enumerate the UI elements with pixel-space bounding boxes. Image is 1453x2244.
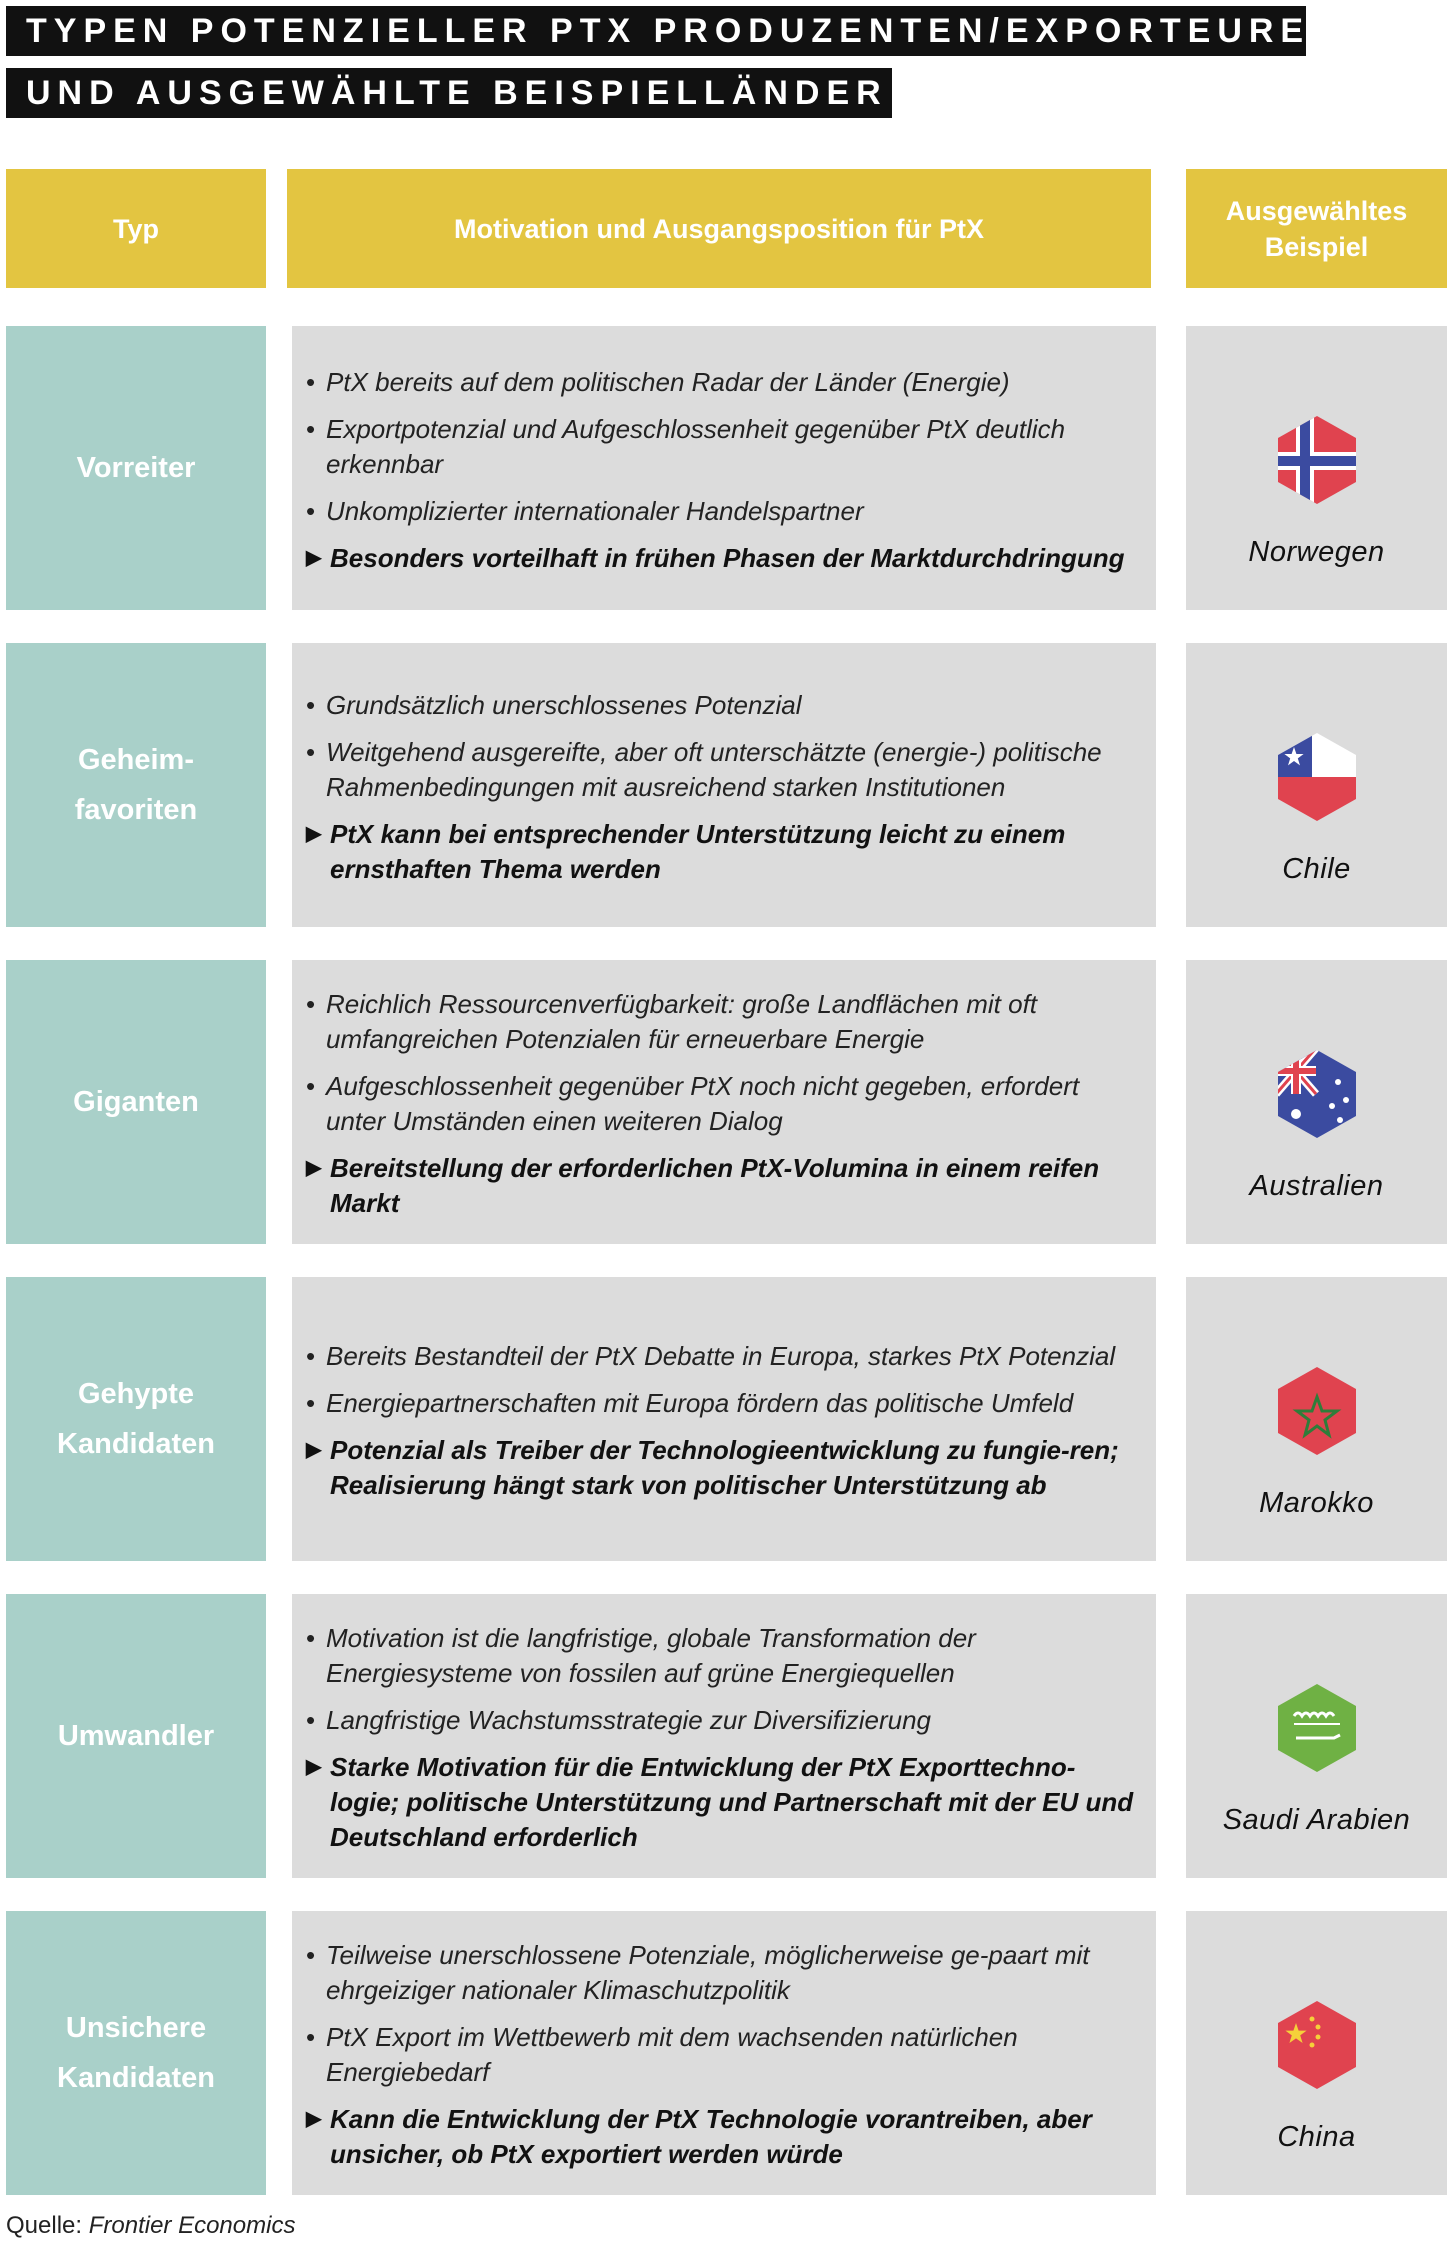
bullet-item (306, 1621, 1136, 1691)
example-cell (1186, 643, 1447, 927)
australia-flag-icon (1276, 1048, 1358, 1140)
arrow-right-icon: ▶ (306, 1439, 322, 1461)
arrow-right-icon: ▶ (306, 546, 322, 569)
bullet-text: Energiepartnerschaften mit Europa fördern das politische Umfeld (326, 1388, 1074, 1418)
title-line-1: TYPEN POTENZIELLER PTX PRODUZENTEN/EXPORTEURE (6, 6, 1306, 56)
bullet-item (306, 1339, 1136, 1374)
bullet-icon: • (306, 1705, 316, 1735)
example-cell (1186, 1277, 1447, 1561)
bullet-icon: • (306, 1341, 316, 1371)
country-name: Saudi Arabien (1222, 1804, 1411, 1836)
bullet-text: Unkomplizierter internationaler Handelspartner (326, 495, 864, 526)
type-label: Unsichere Kandidaten (6, 1911, 266, 2195)
bullet-item (306, 2020, 1136, 2090)
bullet-text: Teilweise unerschlossene Potenziale, möglicherweise ge-paart mit ehrgeiziger nationaler Klimaschutzpolitik (326, 1940, 1090, 2005)
bullet-item (306, 1938, 1136, 2008)
bullet-item (306, 494, 1136, 529)
bullet-text: Weitgehend ausgereifte, aber oft unterschätzte (energie-) politische Rahmenbedingungen mit ausreichend starken Institutionen (326, 736, 1102, 802)
conclusion-text: Besonders vorteilhaft in frühen Phasen der Marktdurchdringung (330, 542, 1125, 573)
bullet-item (306, 735, 1136, 805)
source-name: Frontier Economics (88, 2212, 296, 2239)
title-line-2: UND AUSGEWÄHLTE BEISPIELLÄNDER (6, 68, 892, 118)
china-flag-icon (1276, 1999, 1358, 2091)
bullet-item (306, 1386, 1136, 1421)
conclusion-text: PtX kann bei entsprechender Unterstützung leicht zu einem ernsthaften Thema werden (330, 818, 1066, 884)
table-row (0, 1911, 1453, 2195)
bullet-text: Grundsätzlich unerschlossenes Potenzial (326, 689, 802, 720)
arrow-right-icon: ▶ (306, 2108, 322, 2130)
bullet-icon: • (306, 689, 316, 720)
header-motivation: Motivation und Ausgangsposition für PtX (287, 169, 1151, 288)
conclusion-item (306, 2102, 1136, 2172)
morocco-flag-icon (1276, 1365, 1358, 1457)
header-example: Ausgewähltes Beispiel (1186, 169, 1447, 288)
type-label: Giganten (6, 960, 266, 1244)
type-label: Vorreiter (6, 326, 266, 610)
bullet-icon: • (306, 413, 316, 444)
conclusion-item (306, 1151, 1136, 1221)
table-row (0, 643, 1453, 927)
bullet-text: Motivation ist die langfristige, globale Transformation der Energiesysteme von fossilen auf grüne Energiequellen (326, 1623, 976, 1688)
example-cell (1186, 1594, 1447, 1878)
example-cell (1186, 326, 1447, 610)
bullet-icon: • (306, 1071, 316, 1101)
motivation-cell (292, 643, 1156, 927)
motivation-cell (292, 1277, 1156, 1561)
conclusion-text: Starke Motivation für die Entwicklung der PtX Exporttechno-logie; politische Unterstützung und Partnerschaft mit der EU und Deutschland erforderlich (330, 1752, 1134, 1852)
bullet-icon: • (306, 366, 316, 397)
arrow-right-icon: ▶ (306, 1756, 322, 1778)
arrow-right-icon: ▶ (306, 822, 322, 845)
bullet-text: PtX bereits auf dem politischen Radar der Länder (Energie) (326, 366, 1010, 397)
bullet-icon: • (306, 2022, 316, 2052)
bullet-text: Langfristige Wachstumsstrategie zur Diversifizierung (326, 1705, 931, 1735)
bullet-item (306, 365, 1136, 400)
country-name: Norwegen (1248, 536, 1385, 568)
type-label: Geheim- favoriten (6, 643, 266, 927)
bullet-text: Aufgeschlossenheit gegenüber PtX noch nicht gegeben, erfordert unter Umständen einen weiteren Dialog (326, 1071, 1080, 1136)
table-row (0, 1594, 1453, 1878)
chile-flag-icon (1276, 731, 1358, 823)
motivation-cell (292, 1911, 1156, 2195)
saudi-arabia-flag-icon (1276, 1682, 1358, 1774)
bullet-icon: • (306, 495, 316, 526)
country-name: Australien (1249, 1170, 1384, 1202)
source-label: Quelle: (6, 2212, 83, 2239)
example-cell (1186, 1911, 1447, 2195)
bullet-item (306, 1069, 1136, 1139)
conclusion-text: Bereitstellung der erforderlichen PtX-Volumina in einem reifen Markt (330, 1153, 1100, 1218)
bullet-icon: • (306, 1388, 316, 1418)
bullet-text: Reichlich Ressourcenverfügbarkeit: große Landflächen mit oft umfangreichen Potenzialen für erneuerbare Energie (326, 989, 1038, 1054)
conclusion-item (306, 541, 1136, 576)
norway-flag-icon (1276, 414, 1358, 506)
bullet-icon: • (306, 1623, 316, 1653)
example-cell (1186, 960, 1447, 1244)
motivation-cell (292, 1594, 1156, 1878)
conclusion-text: Potenzial als Treiber der Technologieentwicklung zu fungie-ren; Realisierung hängt stark von politischer Unterstützung ab (330, 1435, 1119, 1500)
bullet-icon: • (306, 1940, 316, 1970)
country-name: China (1277, 2121, 1356, 2153)
type-label: Umwandler (6, 1594, 266, 1878)
conclusion-item (306, 1750, 1136, 1855)
bullet-text: Bereits Bestandteil der PtX Debatte in Europa, starkes PtX Potenzial (326, 1341, 1116, 1371)
bullet-icon: • (306, 989, 316, 1019)
source-note (6, 2212, 295, 2240)
table-row (0, 1277, 1453, 1561)
motivation-cell (292, 960, 1156, 1244)
bullet-item (306, 412, 1136, 482)
bullet-item (306, 688, 1136, 723)
conclusion-item (306, 817, 1136, 887)
bullet-item (306, 1703, 1136, 1738)
conclusion-item (306, 1433, 1136, 1503)
table-row (0, 960, 1453, 1244)
country-name: Chile (1282, 853, 1351, 885)
motivation-cell (292, 326, 1156, 610)
table-row (0, 326, 1453, 610)
bullet-icon: • (306, 736, 316, 767)
type-label: Gehypte Kandidaten (6, 1277, 266, 1561)
bullet-text: PtX Export im Wettbewerb mit dem wachsenden natürlichen Energiebedarf (326, 2022, 1018, 2087)
arrow-right-icon: ▶ (306, 1157, 322, 1179)
country-name: Marokko (1259, 1487, 1374, 1519)
bullet-text: Exportpotenzial und Aufgeschlossenheit gegenüber PtX deutlich erkennbar (326, 413, 1066, 479)
header-type: Typ (6, 169, 266, 288)
conclusion-text: Kann die Entwicklung der PtX Technologie vorantreiben, aber unsicher, ob PtX exportiert werden würde (330, 2104, 1092, 2169)
bullet-item (306, 987, 1136, 1057)
